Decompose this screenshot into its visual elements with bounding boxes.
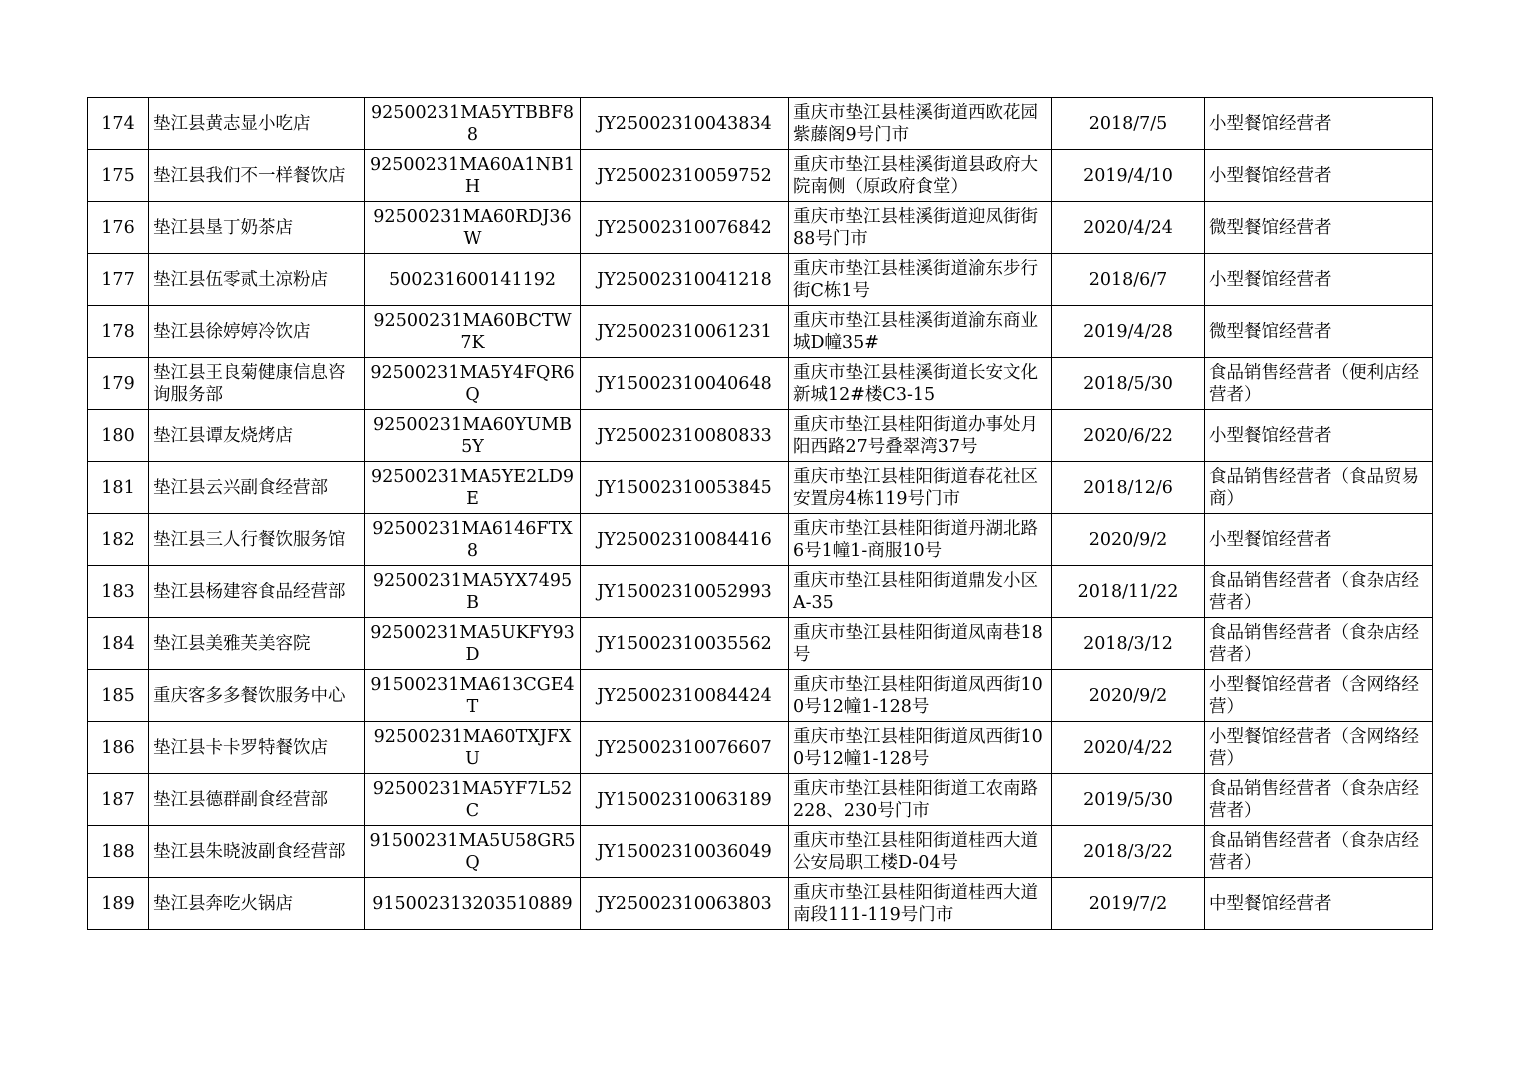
credit-code: 91500231MA5U58GR5Q <box>365 826 581 878</box>
credit-code: 92500231MA60RDJ36W <box>365 202 581 254</box>
license-number: JY15002310040648 <box>581 358 789 410</box>
business-name: 垫江县王良菊健康信息咨询服务部 <box>149 358 365 410</box>
business-address: 重庆市垫江县桂阳街道桂西大道公安局职工楼D-04号 <box>789 826 1052 878</box>
business-type: 食品销售经营者（食杂店经营者） <box>1205 566 1433 618</box>
business-type: 食品销售经营者（便利店经营者） <box>1205 358 1433 410</box>
table-row <box>88 410 1433 462</box>
issue-date: 2018/3/22 <box>1052 826 1205 878</box>
issue-date: 2020/9/2 <box>1052 670 1205 722</box>
license-number: JY25002310043834 <box>581 98 789 150</box>
business-type: 微型餐馆经营者 <box>1205 202 1433 254</box>
business-address: 重庆市垫江县桂阳街道凤西街100号12幢1-128号 <box>789 722 1052 774</box>
business-address: 重庆市垫江县桂阳街道凤南巷18号 <box>789 618 1052 670</box>
credit-code: 92500231MA5YTBBF88 <box>365 98 581 150</box>
business-name: 垫江县徐婷婷冷饮店 <box>149 306 365 358</box>
issue-date: 2020/9/2 <box>1052 514 1205 566</box>
issue-date: 2018/7/5 <box>1052 98 1205 150</box>
row-number: 176 <box>88 202 149 254</box>
row-number: 183 <box>88 566 149 618</box>
license-number: JY25002310080833 <box>581 410 789 462</box>
row-number: 189 <box>88 878 149 930</box>
issue-date: 2018/5/30 <box>1052 358 1205 410</box>
credit-code: 92500231MA5Y4FQR6Q <box>365 358 581 410</box>
credit-code: 500231600141192 <box>365 254 581 306</box>
issue-date: 2019/7/2 <box>1052 878 1205 930</box>
business-address: 重庆市垫江县桂溪街道长安文化新城12#楼C3-15 <box>789 358 1052 410</box>
credit-code: 915002313203510889 <box>365 878 581 930</box>
table-row <box>88 618 1433 670</box>
business-type: 食品销售经营者（食杂店经营者） <box>1205 618 1433 670</box>
business-type: 食品销售经营者（食杂店经营者） <box>1205 826 1433 878</box>
table-row <box>88 150 1433 202</box>
table-row <box>88 514 1433 566</box>
row-number: 178 <box>88 306 149 358</box>
row-number: 180 <box>88 410 149 462</box>
registry-table <box>87 97 1433 930</box>
business-name: 垫江县三人行餐饮服务馆 <box>149 514 365 566</box>
row-number: 174 <box>88 98 149 150</box>
issue-date: 2019/4/28 <box>1052 306 1205 358</box>
table-row <box>88 98 1433 150</box>
business-type: 小型餐馆经营者 <box>1205 410 1433 462</box>
row-number: 188 <box>88 826 149 878</box>
credit-code: 91500231MA613CGE4T <box>365 670 581 722</box>
business-name: 垫江县黄志显小吃店 <box>149 98 365 150</box>
table-row <box>88 306 1433 358</box>
business-name: 垫江县垦丁奶茶店 <box>149 202 365 254</box>
table-row <box>88 462 1433 514</box>
license-number: JY15002310035562 <box>581 618 789 670</box>
business-address: 重庆市垫江县桂阳街道桂西大道南段111-119号门市 <box>789 878 1052 930</box>
credit-code: 92500231MA60YUMB5Y <box>365 410 581 462</box>
row-number: 177 <box>88 254 149 306</box>
business-address: 重庆市垫江县桂溪街道渝东商业城D幢35# <box>789 306 1052 358</box>
business-address: 重庆市垫江县桂阳街道丹湖北路6号1幢1-商服10号 <box>789 514 1052 566</box>
business-address: 重庆市垫江县桂溪街道渝东步行街C栋1号 <box>789 254 1052 306</box>
business-name: 垫江县杨建容食品经营部 <box>149 566 365 618</box>
business-type: 小型餐馆经营者 <box>1205 514 1433 566</box>
row-number: 184 <box>88 618 149 670</box>
issue-date: 2020/6/22 <box>1052 410 1205 462</box>
business-address: 重庆市垫江县桂阳街道春花社区安置房4栋119号门市 <box>789 462 1052 514</box>
table-row <box>88 774 1433 826</box>
business-name: 垫江县我们不一样餐饮店 <box>149 150 365 202</box>
row-number: 187 <box>88 774 149 826</box>
credit-code: 92500231MA60TXJFXU <box>365 722 581 774</box>
license-number: JY15002310052993 <box>581 566 789 618</box>
row-number: 181 <box>88 462 149 514</box>
license-number: JY25002310084416 <box>581 514 789 566</box>
table-row <box>88 670 1433 722</box>
business-type: 小型餐馆经营者（含网络经营） <box>1205 722 1433 774</box>
table-row <box>88 722 1433 774</box>
license-number: JY25002310084424 <box>581 670 789 722</box>
business-type: 食品销售经营者（食品贸易商） <box>1205 462 1433 514</box>
credit-code: 92500231MA5UKFY93D <box>365 618 581 670</box>
issue-date: 2018/3/12 <box>1052 618 1205 670</box>
row-number: 182 <box>88 514 149 566</box>
business-type: 小型餐馆经营者（含网络经营） <box>1205 670 1433 722</box>
license-number: JY25002310076607 <box>581 722 789 774</box>
issue-date: 2020/4/22 <box>1052 722 1205 774</box>
license-number: JY25002310063803 <box>581 878 789 930</box>
table-row <box>88 254 1433 306</box>
license-number: JY25002310061231 <box>581 306 789 358</box>
registry-body <box>88 98 1433 930</box>
business-name: 垫江县美雅芙美容院 <box>149 618 365 670</box>
row-number: 175 <box>88 150 149 202</box>
issue-date: 2019/4/10 <box>1052 150 1205 202</box>
license-number: JY15002310036049 <box>581 826 789 878</box>
business-address: 重庆市垫江县桂溪街道西欧花园紫藤阁9号门市 <box>789 98 1052 150</box>
business-type: 小型餐馆经营者 <box>1205 98 1433 150</box>
issue-date: 2020/4/24 <box>1052 202 1205 254</box>
credit-code: 92500231MA6146FTX8 <box>365 514 581 566</box>
business-address: 重庆市垫江县桂阳街道凤西街100号12幢1-128号 <box>789 670 1052 722</box>
license-number: JY25002310041218 <box>581 254 789 306</box>
business-name: 垫江县伍零贰土凉粉店 <box>149 254 365 306</box>
table-row <box>88 826 1433 878</box>
license-number: JY15002310063189 <box>581 774 789 826</box>
credit-code: 92500231MA5YF7L52C <box>365 774 581 826</box>
table-row <box>88 878 1433 930</box>
credit-code: 92500231MA60BCTW7K <box>365 306 581 358</box>
business-name: 重庆客多多餐饮服务中心 <box>149 670 365 722</box>
business-address: 重庆市垫江县桂阳街道鼎发小区A-35 <box>789 566 1052 618</box>
issue-date: 2018/12/6 <box>1052 462 1205 514</box>
business-type: 小型餐馆经营者 <box>1205 150 1433 202</box>
business-name: 垫江县云兴副食经营部 <box>149 462 365 514</box>
business-name: 垫江县谭友烧烤店 <box>149 410 365 462</box>
business-type: 微型餐馆经营者 <box>1205 306 1433 358</box>
license-number: JY25002310059752 <box>581 150 789 202</box>
business-name: 垫江县奔吃火锅店 <box>149 878 365 930</box>
business-address: 重庆市垫江县桂阳街道办事处月阳西路27号叠翠湾37号 <box>789 410 1052 462</box>
license-number: JY25002310076842 <box>581 202 789 254</box>
issue-date: 2018/11/22 <box>1052 566 1205 618</box>
credit-code: 92500231MA5YX7495B <box>365 566 581 618</box>
issue-date: 2018/6/7 <box>1052 254 1205 306</box>
business-type: 小型餐馆经营者 <box>1205 254 1433 306</box>
row-number: 185 <box>88 670 149 722</box>
business-name: 垫江县德群副食经营部 <box>149 774 365 826</box>
business-name: 垫江县卡卡罗特餐饮店 <box>149 722 365 774</box>
row-number: 186 <box>88 722 149 774</box>
table-row <box>88 202 1433 254</box>
credit-code: 92500231MA60A1NB1H <box>365 150 581 202</box>
business-address: 重庆市垫江县桂阳街道工农南路228、230号门市 <box>789 774 1052 826</box>
table-row <box>88 358 1433 410</box>
business-address: 重庆市垫江县桂溪街道县政府大院南侧（原政府食堂） <box>789 150 1052 202</box>
row-number: 179 <box>88 358 149 410</box>
business-type: 中型餐馆经营者 <box>1205 878 1433 930</box>
license-number: JY15002310053845 <box>581 462 789 514</box>
business-address: 重庆市垫江县桂溪街道迎凤街街88号门市 <box>789 202 1052 254</box>
issue-date: 2019/5/30 <box>1052 774 1205 826</box>
credit-code: 92500231MA5YE2LD9E <box>365 462 581 514</box>
table-row <box>88 566 1433 618</box>
business-name: 垫江县朱晓波副食经营部 <box>149 826 365 878</box>
business-type: 食品销售经营者（食杂店经营者） <box>1205 774 1433 826</box>
